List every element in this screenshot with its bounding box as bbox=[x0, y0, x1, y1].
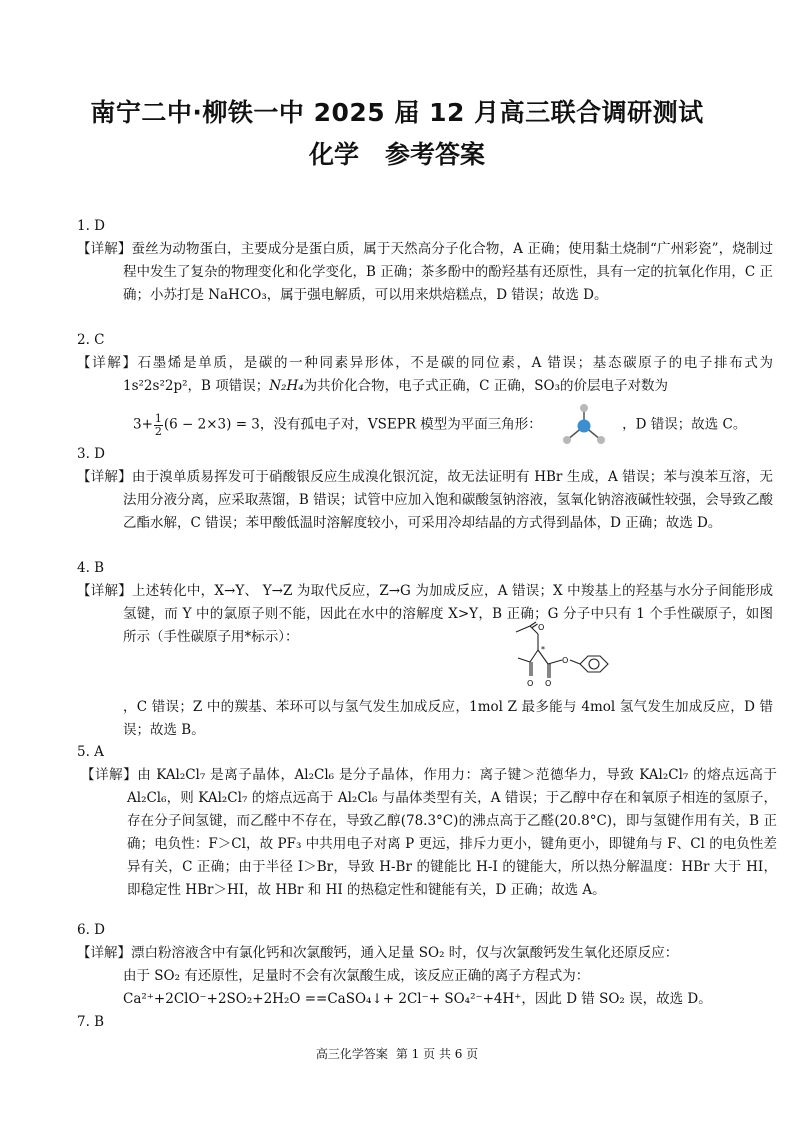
footer-page-number: 第 1 页 共 6 页 bbox=[395, 1047, 479, 1061]
page-footer bbox=[0, 1045, 794, 1062]
ester-o-label: O bbox=[562, 656, 569, 665]
answer-text: 由 KAl₂Cl₇ 是离子晶体，Al₂Cl₆ 是分子晶体，作用力：离子键＞范德华力，导致 KAl₂Cl₇ 的熔点远高于 Al₂Cl₆，则 KAl₂Cl₇ 的熔点远高于 Al₂Cl₆ 与晶体类型有关，A 错误；于乙醇中存在和氧原子相连的氢原子，存在分子间氢键，而乙醛中不存在，导致乙醇(78.3°C)的沸点高于乙醛(20.8°C)，即与氢键作用有关，B 正确；电负性：F＞Cl，故 PF₃ 中共用电子对离 P 更远，排斥力更小，键角更小，即键角与 F、Cl 的电负性差异有关，C 正确；由于半径 I＞Br，导致 H-Br 的键能比 H-I 的键能大，所以热分解温度：HBr 大于 HI，即稳定性 HBr＞HI，故 HBr 和 HI 的热稳定性和键能有关，D 正确；故选 A。 bbox=[127, 767, 777, 898]
detail-label: 【详解】 bbox=[77, 469, 132, 485]
answer-text: 为共价化合物，电子式正确，C 正确，SO₃的价层电子对数为 bbox=[303, 378, 669, 394]
answer-text: ，B 项错误； bbox=[187, 378, 270, 394]
page-subtitle bbox=[0, 135, 794, 171]
subtitle-rest: 参考答案 bbox=[385, 140, 486, 169]
compound-g-structure bbox=[500, 620, 620, 692]
subtitle-subject: 化学 bbox=[308, 140, 359, 169]
detail-label: 【详解】 bbox=[77, 945, 131, 961]
question-number: 7. B bbox=[77, 1014, 105, 1030]
answer-text: 石墨烯是单质，是碳的一种同素异形体，不是碳的同位素，A 错误；基态碳原子的电子排布式为 bbox=[137, 355, 773, 371]
question-number: 1. D bbox=[77, 218, 105, 234]
fraction-denominator: 2 bbox=[154, 424, 162, 438]
question-number: 4. B bbox=[77, 560, 105, 576]
question-number: 6. D bbox=[77, 922, 105, 938]
detail-label: 【详解】 bbox=[81, 767, 138, 783]
expr-pre: 3+ bbox=[133, 416, 153, 433]
detail-label: 【详解】 bbox=[77, 241, 132, 257]
so3-trigonal-planar-model bbox=[560, 402, 608, 448]
answer-text: 上述转化中，X→Y、 Y→Z 为取代反应，Z→G 为加成反应，A 错误；X 中羧基上的羟基与水分子间能形成氢键，而 Y 中的氯原子则不能，因此在水中的溶解度 X>Y，B 正确；G 分子中只有 1 个手性碳原子，如图所示（手性碳原子用*标示）： bbox=[123, 583, 774, 645]
formula-n2h4: N₂H₄ bbox=[269, 378, 304, 394]
answer-equation: Ca²⁺+2ClO⁻+2SO₂+2H₂O ==CaSO₄↓+ 2Cl⁻+ SO₄²⁻+4H⁺，因此 D 错 SO₂ 误，故选 D。 bbox=[123, 991, 712, 1007]
answer-detail bbox=[77, 466, 773, 535]
answer-text: ，没有孤电子对，VSEPR 模型为平面三角形： bbox=[259, 416, 542, 433]
footer-doc-name: 高三化学答案 bbox=[315, 1047, 388, 1061]
sulfur-atom bbox=[578, 420, 591, 433]
answer-detail bbox=[77, 942, 773, 1011]
answer-detail-continued bbox=[77, 402, 783, 448]
answer-text: 漂白粉溶液含中有氯化钙和次氯酸钙，通入足量 SO₂ 时，仅与次氯酸钙发生氧化还原反应： bbox=[131, 945, 679, 961]
carbonyl-o-label: O bbox=[527, 679, 534, 688]
chiral-mark: * bbox=[541, 645, 545, 654]
detail-label: 【详解】 bbox=[77, 583, 132, 599]
detail-label: 【详解】 bbox=[77, 355, 138, 371]
electron-config: 1s²2s²2p² bbox=[123, 378, 188, 394]
answer-detail bbox=[77, 352, 773, 398]
expr-post: (6 − 2×3) = 3 bbox=[163, 416, 260, 433]
oxygen-atom bbox=[597, 436, 605, 444]
question-number: 2. C bbox=[77, 332, 105, 348]
fraction-numerator: 1 bbox=[154, 411, 162, 425]
page-title: 南宁二中·柳铁一中 2025 届 12 月高三联合调研测试 bbox=[90, 98, 704, 127]
question-number: 3. D bbox=[77, 446, 105, 462]
oxygen-atom bbox=[580, 404, 588, 412]
oxygen-atom bbox=[563, 436, 571, 444]
answer-text: 蚕丝为动物蛋白，主要成分是蛋白质，属于天然高分子化合物，A 正确；使用黏土烧制“广州彩瓷”，烧制过程中发生了复杂的物理变化和化学变化，B 正确；茶多酚中的酚羟基有还原性，具有一定的抗氧化作用，C 正确；小苏打是 NaHCO₃，属于强电解质，可以用来烘焙糕点，D 错误；故选 D。 bbox=[123, 241, 774, 303]
answer-detail bbox=[77, 764, 777, 902]
fraction bbox=[154, 413, 163, 438]
answer-detail bbox=[77, 238, 773, 307]
carbonyl-o-label: O bbox=[538, 623, 545, 632]
answer-text: ，D 错误；故选 C。 bbox=[622, 416, 747, 433]
answer-text: 由于溴单质易挥发可于硝酸银反应生成溴化银沉淀，故无法证明有 HBr 生成，A 错误；苯与溴苯互溶，无法用分液分离，应采取蒸馏，B 错误；试管中应加入饱和碳酸氢钠溶液，氢氧化钠溶液碱性较强，会导致乙酸乙酯水解，C 错误；苯甲酸低温时溶解度较小，可采用冷却结晶的方式得到晶体，D 正确；故选 D。 bbox=[123, 469, 773, 531]
answer-detail-continued bbox=[77, 696, 773, 742]
answer-text: ，C 错误；Z 中的羰基、苯环可以与氢气发生加成反应，1mol Z 最多能与 4mol 氢气发生加成反应，D 错误；故选 B。 bbox=[123, 699, 773, 738]
carbonyl-o-label: O bbox=[545, 679, 552, 688]
question-number: 5. A bbox=[77, 744, 104, 760]
answer-detail bbox=[77, 580, 773, 649]
answer-text: 由于 SO₂ 有还原性，足量时不会有次氯酸生成，该反应正确的离子方程式为： bbox=[123, 968, 590, 984]
